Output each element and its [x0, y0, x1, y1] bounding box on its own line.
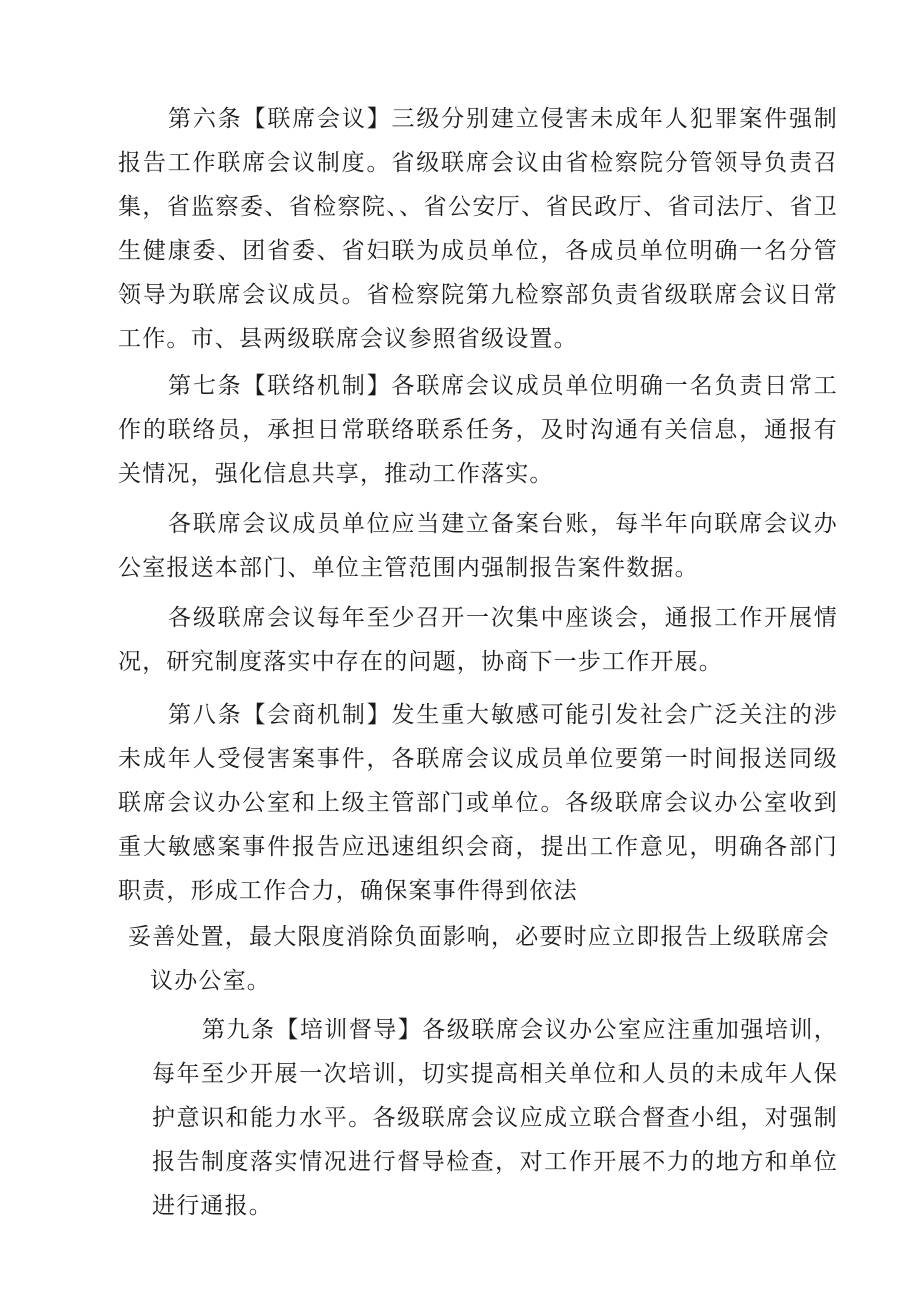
- annual-meeting-paragraph: 各级联席会议每年至少召开一次集中座谈会，通报工作开展情况，研究制度落实中存在的问题，协商下一步工作开展。: [118, 605, 838, 675]
- filing-ledger-block: [118, 502, 838, 590]
- article-8-continuation-paragraph: [128, 915, 833, 1003]
- article-8-continuation-line-1: 妥善处置，最大限度消除负面影响，必要时应立即报告上级联席会: [128, 924, 830, 950]
- article-7-paragraph: 第七条【联络机制】各联席会议成员单位明确一名负责日常工作的联络员，承担日常联络联系任务，及时沟通有关信息，通报有关情况，强化信息共享，推动工作落实。: [118, 373, 838, 487]
- article-8-continuation-line-2: 议办公室。: [150, 968, 271, 994]
- article-7-block: [118, 364, 838, 496]
- filing-ledger-paragraph: 各联席会议成员单位应当建立备案台账，每半年向联席会议办公室报送本部门、单位主管范围内强制报告案件数据。: [118, 511, 838, 581]
- article-9-paragraph: 第九条【培训督导】各级联席会议办公室应注重加强培训，每年至少开展一次培训，切实提高相关单位和人员的未成年人保护意识和能力水平。各级联席会议应成立联合督查小组，对强制报告制度落实情况进行督导检查，对工作开展不力的地方和单位进行通报。: [152, 1017, 838, 1219]
- article-6-block: [118, 97, 838, 361]
- article-9-block: [152, 1008, 838, 1228]
- article-8-paragraph: 第八条【会商机制】发生重大敏感可能引发社会广泛关注的涉未成年人受侵害案事件，各联席会议成员单位要第一时间报送同级联席会议办公室和上级主管部门或单位。各级联席会议办公室收到重大敏感案事件报告应迅速组织会商，提出工作意见，明确各部门职责，形成工作合力，确保案事件得到依法: [118, 702, 838, 904]
- article-8-continuation-block: [128, 915, 833, 1003]
- article-6-paragraph: 第六条【联席会议】三级分别建立侵害未成年人犯罪案件强制报告工作联席会议制度。省级联席会议由省检察院分管领导负责召集，省监察委、省检察院、、省公安厅、省民政厅、省司法厅、省卫生健康委、团省委、省妇联为成员单位，各成员单位明确一名分管领导为联席会议成员。省检察院第九检察部负责省级联席会议日常工作。市、县两级联席会议参照省级设置。: [118, 106, 838, 352]
- article-8-block: [118, 693, 838, 913]
- annual-meeting-block: [118, 596, 838, 684]
